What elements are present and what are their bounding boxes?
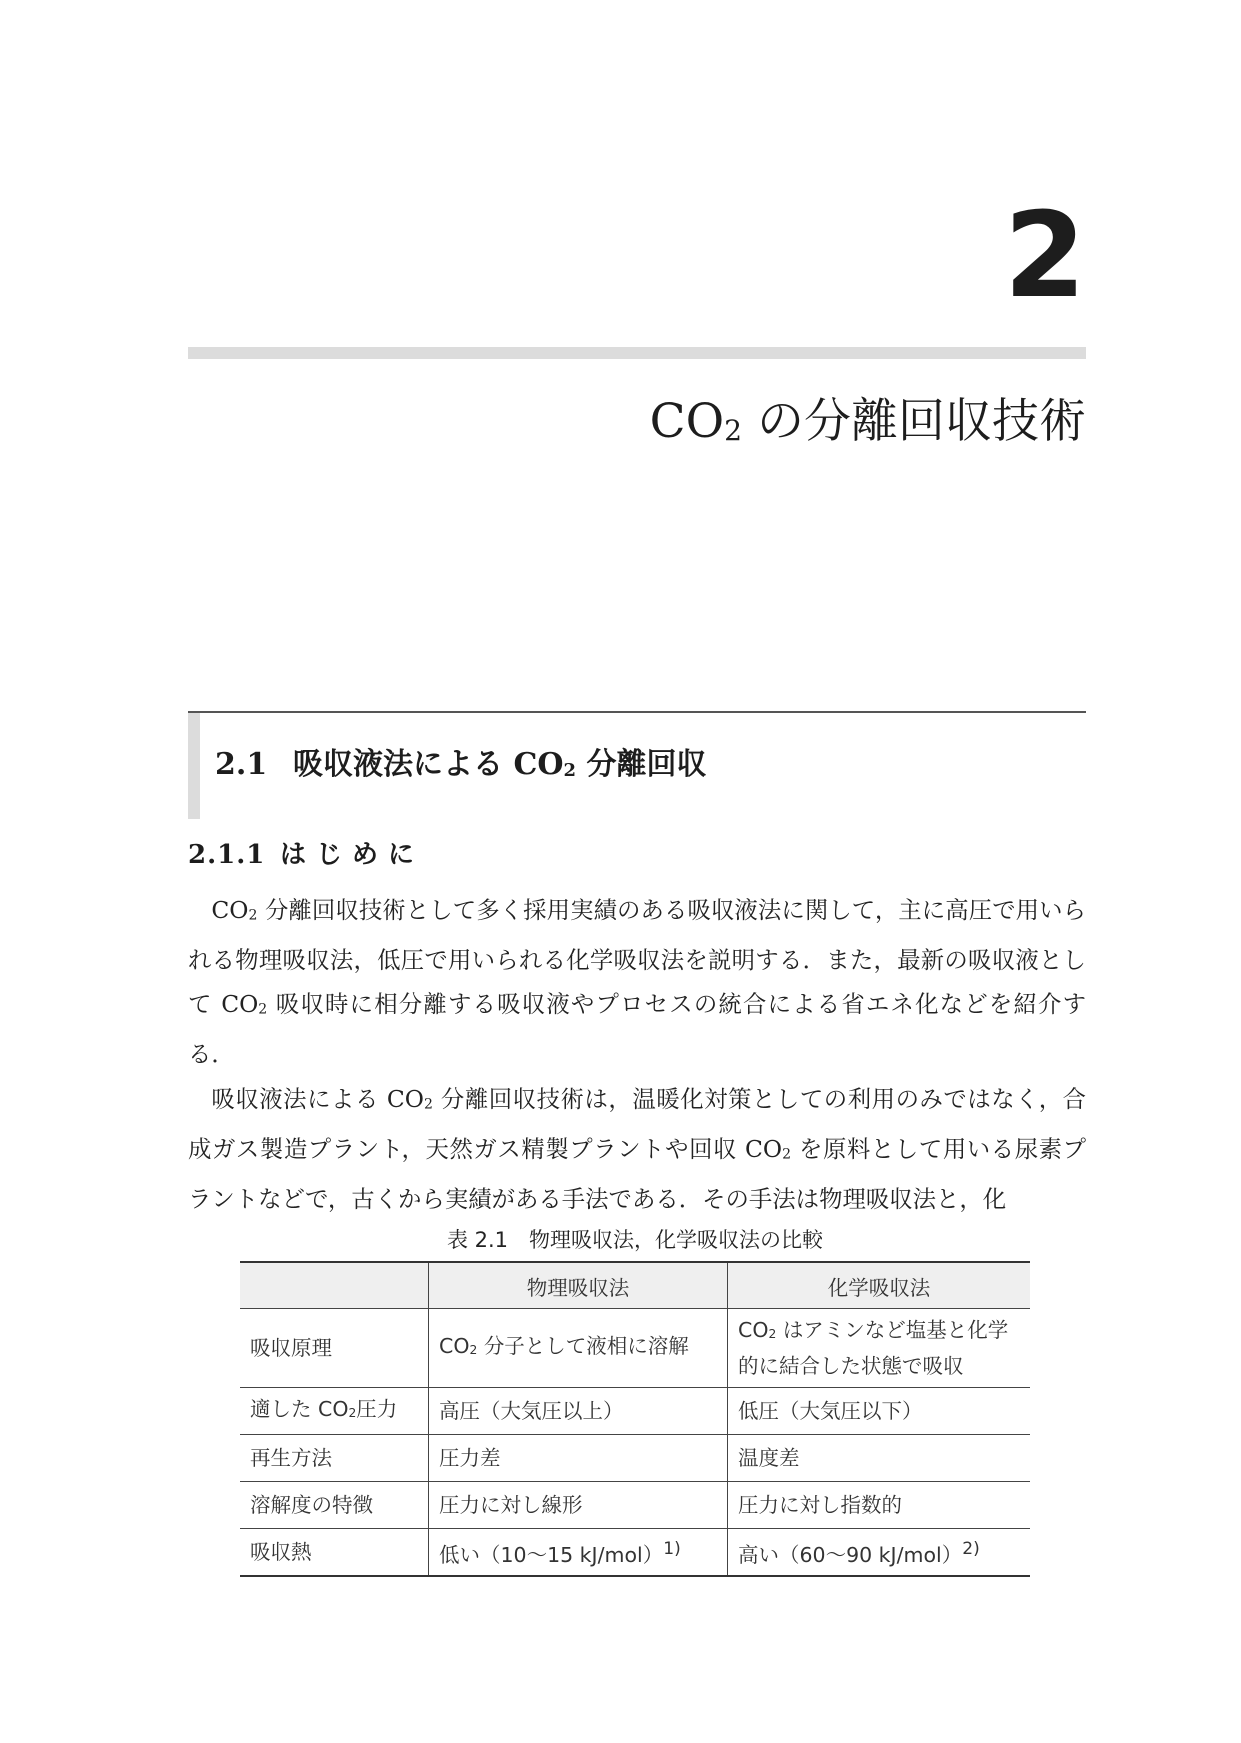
table-cell: 再生方法 (240, 1435, 429, 1482)
section-bar (188, 713, 200, 819)
footnote-ref: 1) (663, 1539, 681, 1560)
table-header-cell: 化学吸収法 (728, 1262, 1031, 1309)
footnote-ref: 2) (962, 1539, 980, 1560)
table-cell: 溶解度の特徴 (240, 1482, 429, 1529)
table-row (240, 1435, 1030, 1482)
table-cell: 圧力に対し線形 (429, 1482, 728, 1529)
section-number: 2.1 (215, 747, 268, 782)
table-cell: 圧力に対し指数的 (728, 1482, 1031, 1529)
table-cell: $CO_2$ はアミンなど塩基と化学的に結合した状態で吸収 (728, 1309, 1031, 1388)
table-cell: 温度差 (728, 1435, 1031, 1482)
table-cell: 適した $CO_2$圧力 (240, 1388, 429, 1435)
table-cell: 高い（60～90 kJ/mol）$^{2)}$ (728, 1529, 1031, 1577)
table-row (240, 1529, 1030, 1577)
table-cell: $CO_2$ 分子として液相に溶解 (429, 1309, 728, 1388)
table-header-cell (240, 1262, 429, 1309)
chapter-title: $CO_2$ の分離回収技術 (649, 394, 1086, 449)
table-row (240, 1482, 1030, 1529)
comparison-table (240, 1261, 1030, 1577)
body-text (188, 888, 1086, 1221)
table-row (240, 1309, 1030, 1388)
table-header-cell: 物理吸収法 (429, 1262, 728, 1309)
section-rule (188, 711, 1086, 713)
table-caption: 表 2.1 物理吸収法，化学吸収法の比較 (446, 1228, 824, 1252)
table-row (240, 1388, 1030, 1435)
subsection-number: 2.1.1 (188, 840, 266, 870)
table-header-row (240, 1262, 1030, 1309)
table-cell: 低い（10～15 kJ/mol）$^{1)}$ (429, 1529, 728, 1577)
chapter-rule (188, 347, 1086, 359)
chapter-number: 2 (1003, 186, 1086, 324)
table-cell: 圧力差 (429, 1435, 728, 1482)
table-cell: 吸収原理 (240, 1309, 429, 1388)
section-title: 2.1 吸収液法による $CO_2$ 分離回収 (215, 744, 706, 792)
table-cell: 低圧（大気圧以下） (728, 1388, 1031, 1435)
paragraph: $CO_2$ 分離回収技術として多く採用実績のある吸収液法に関して，主に高圧で用いられる物理吸収法，低圧で用いられる化学吸収法を説明する．また，最新の吸収液として $CO_2$ 吸収時に相分離する吸収液やプロセスの統合による省エネ化などを紹介する． (188, 896, 1087, 1069)
subsection-title: 2.1.1 はじめに (188, 835, 424, 875)
table-cell: 吸収熱 (240, 1529, 429, 1577)
table-cell: 高圧（大気圧以上） (429, 1388, 728, 1435)
paragraph: 吸収液法による $CO_2$ 分離回収技術は，温暖化対策としての利用のみではなく，合成ガス製造プラント，天然ガス精製プラントや回収 $CO_2$ を原料として用いる尿素プラントなどで，古くから実績がある手法である．その手法は物理吸収法と，化 (188, 1084, 1087, 1213)
